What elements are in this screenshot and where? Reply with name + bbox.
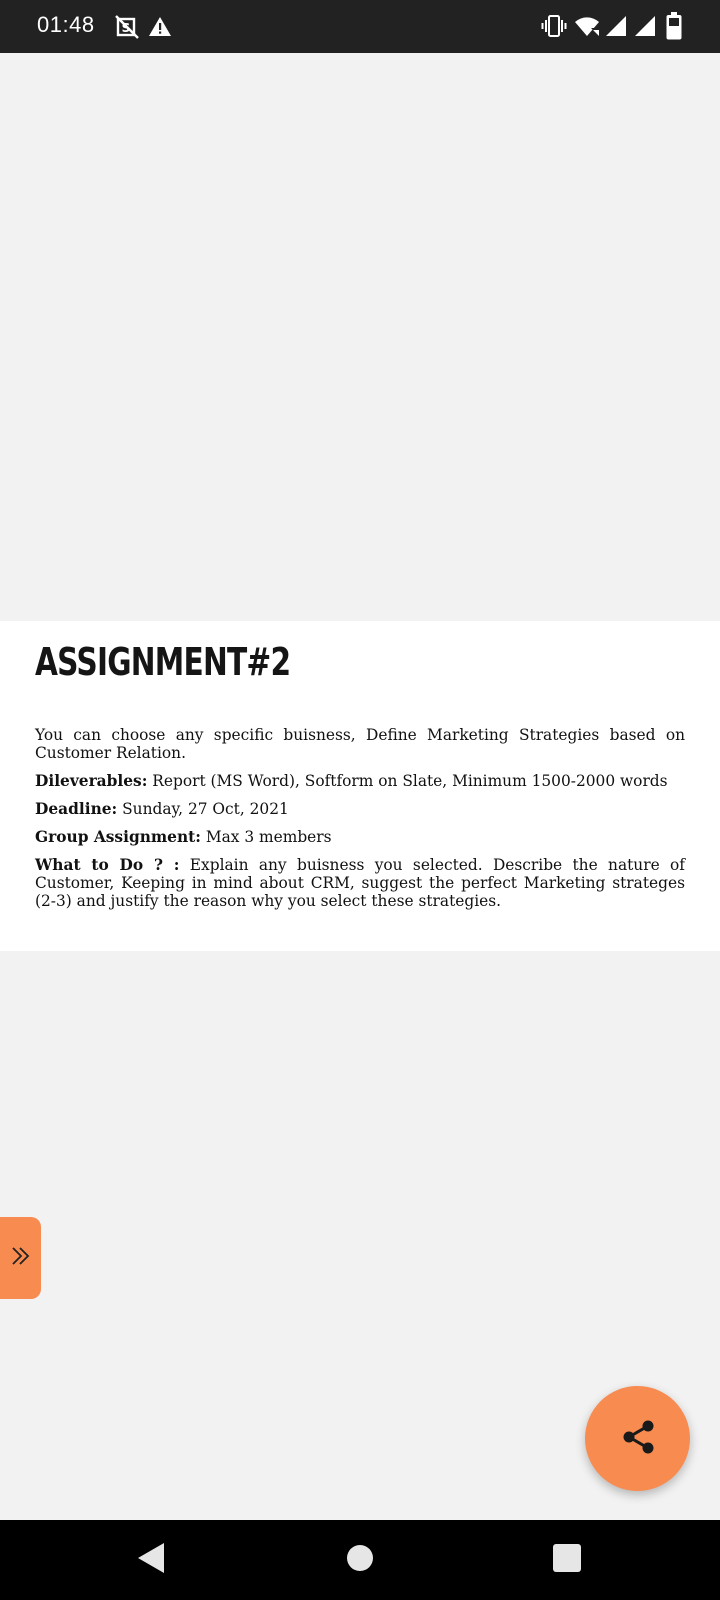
status-bar bbox=[0, 0, 720, 53]
what-to-do-line bbox=[35, 856, 685, 910]
recents-button[interactable] bbox=[547, 1540, 587, 1580]
assignment-body bbox=[35, 726, 685, 920]
svg-text:S: S bbox=[121, 21, 131, 35]
group-assignment-text: Max 3 members bbox=[200, 828, 332, 846]
deliverables-text: Report (MS Word), Softform on Slate, Minimum 1500-2000 words bbox=[147, 772, 668, 790]
vibrate-icon bbox=[541, 14, 567, 42]
deadline-label: Deadline: bbox=[35, 800, 118, 818]
what-to-do-text: Explain any buisness you selected. Describe the nature of Customer, Keeping in mind about CRM, suggest the perfect Marketing strateges (2-3) and justify the reason why you select these strategies. bbox=[35, 856, 685, 910]
home-icon bbox=[346, 1544, 374, 1576]
deliverables-label: Dileverables: bbox=[35, 772, 148, 790]
share-icon bbox=[618, 1417, 658, 1461]
what-to-do-label: What to Do ? : bbox=[35, 856, 180, 874]
signal-icon bbox=[605, 15, 627, 41]
recents-icon bbox=[552, 1543, 582, 1577]
group-assignment-line bbox=[35, 828, 685, 846]
navigation-bar bbox=[0, 1520, 720, 1600]
warning-icon bbox=[148, 15, 172, 43]
assignment-intro: You can choose any specific buisness, Define Marketing Strategies based on Customer Relation. bbox=[35, 726, 685, 762]
battery-icon bbox=[666, 12, 682, 44]
deadline-line bbox=[35, 800, 685, 818]
screenshot-icon bbox=[115, 15, 139, 43]
home-button[interactable] bbox=[340, 1540, 380, 1580]
assignment-title: ASSIGNMENT#2 bbox=[35, 640, 291, 684]
back-icon bbox=[136, 1542, 166, 1578]
deadline-text: Sunday, 27 Oct, 2021 bbox=[117, 800, 289, 818]
wifi-icon bbox=[574, 15, 600, 41]
side-drawer-toggle[interactable] bbox=[0, 1217, 41, 1299]
status-time: 01:48 bbox=[37, 12, 95, 37]
group-assignment-label: Group Assignment: bbox=[35, 828, 201, 846]
back-button[interactable] bbox=[131, 1540, 171, 1580]
share-button[interactable] bbox=[585, 1386, 690, 1491]
signal-icon bbox=[634, 15, 656, 41]
double-chevron-right-icon bbox=[10, 1245, 32, 1271]
deliverables-line bbox=[35, 772, 685, 790]
